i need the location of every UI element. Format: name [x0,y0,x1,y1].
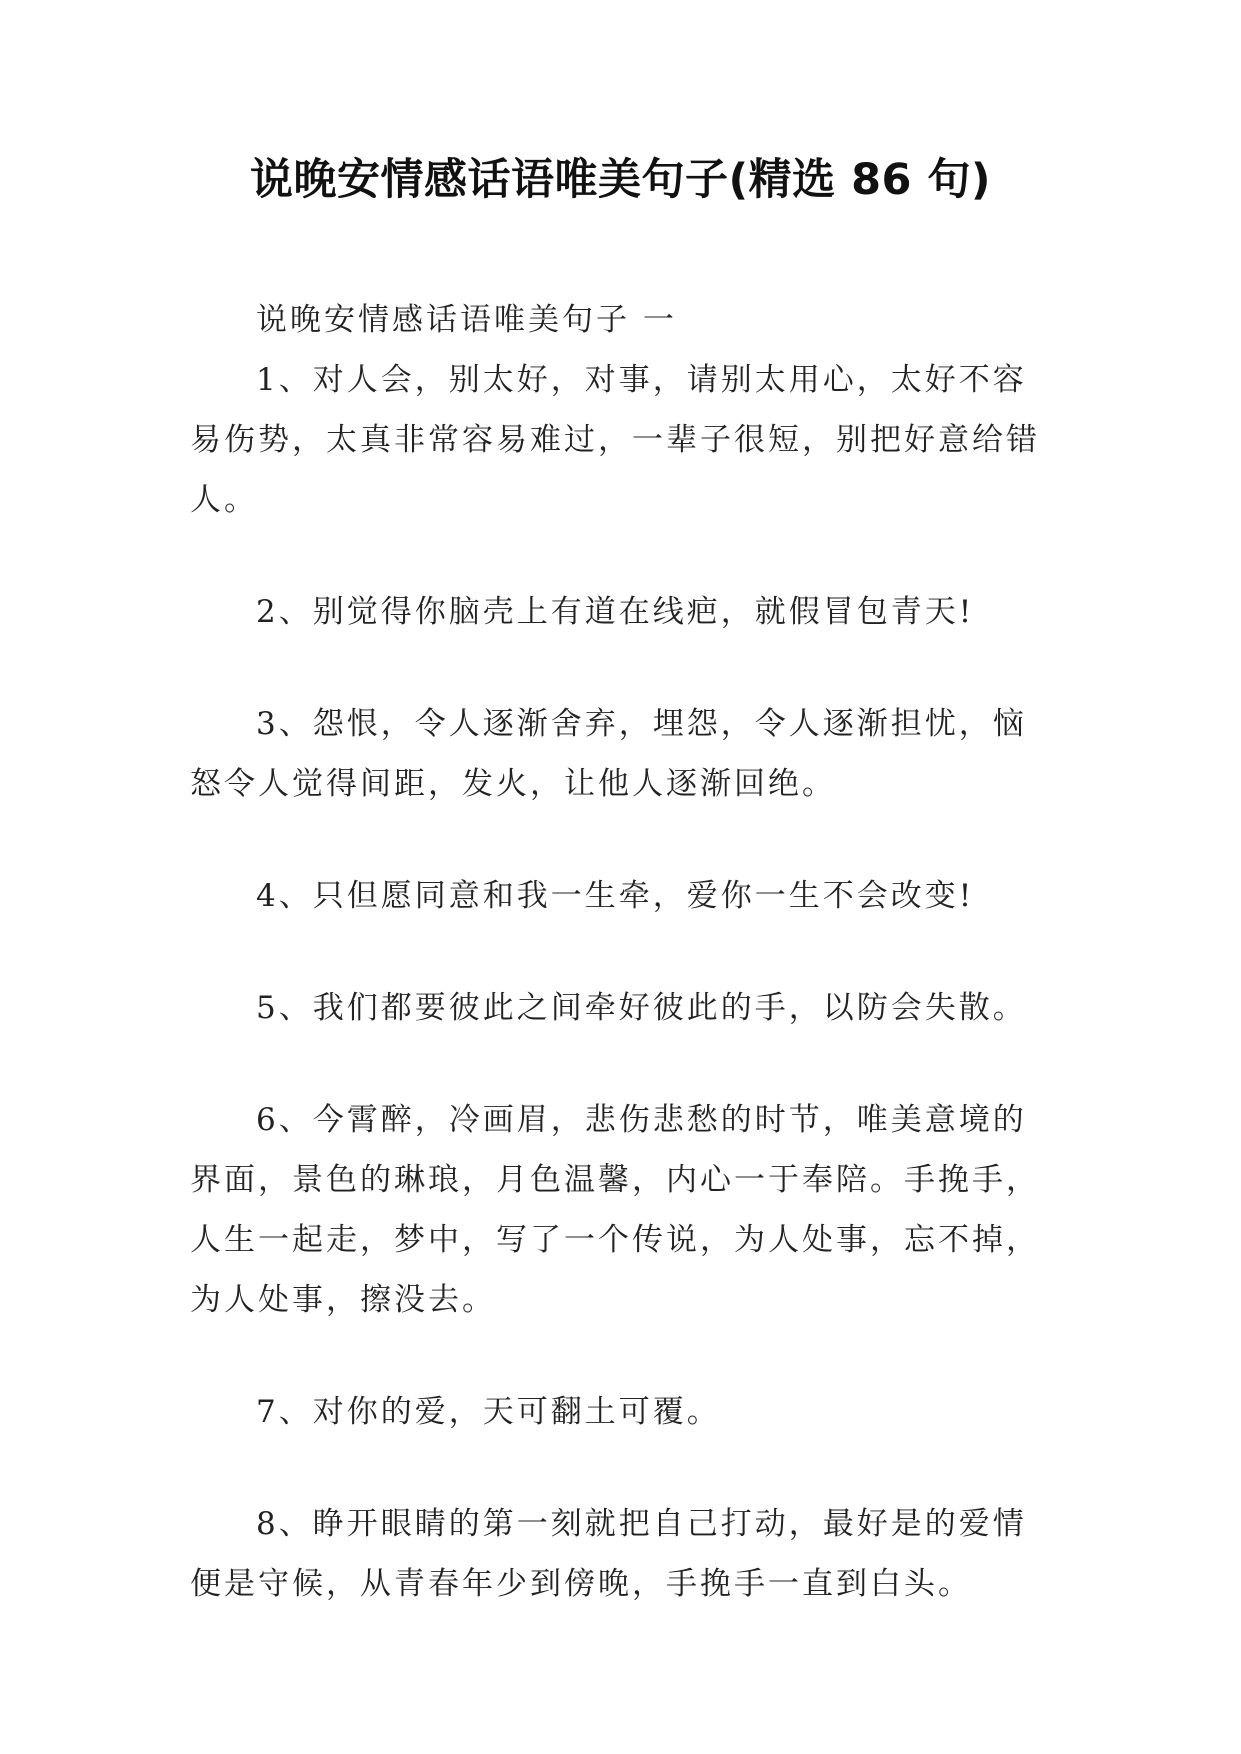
paragraph-gap [190,1330,1050,1382]
paragraph-gap [190,642,1050,694]
section-heading: 说晚安情感话语唯美句子 一 [256,302,677,338]
paragraph-gap [190,1038,1050,1090]
list-item-6: 6、今霄醉，冷画眉，悲伤悲愁的时节，唯美意境的界面，景色的琳琅，月色温馨，内心一于奉陪。手挽手，人生一起走，梦中，写了一个传说，为人处事，忘不掉，为人处事，擦没去。 [190,1102,1040,1318]
paragraph-gap [190,1442,1050,1494]
paragraph-gap [190,814,1050,866]
list-item-5: 5、我们都要彼此之间牵好彼此的手，以防会失散。 [256,990,1027,1026]
list-item-8: 8、睁开眼睛的第一刻就把自己打动，最好是的爱情便是守候，从青春年少到傍晚，手挽手一直到白头。 [190,1506,1027,1602]
list-item-4: 4、只但愿同意和我一生牵，爱你一生不会改变! [256,878,975,914]
list-item-3: 3、怨恨，令人逐渐舍弃，埋怨，令人逐渐担忧，恼怒令人觉得间距，发火，让他人逐渐回绝。 [190,706,1027,802]
document-body [190,290,1050,1614]
document-title: 说晚安情感话语唯美句子(精选 86 句) [249,155,992,205]
list-item-7: 7、对你的爱，天可翻土可覆。 [256,1394,721,1430]
list-item-2: 2、别觉得你脑壳上有道在线疤，就假冒包青天! [256,594,975,630]
paragraph-gap [190,926,1050,978]
list-item-1: 1、对人会，别太好，对事，请别太用心，太好不容易伤势，太真非常容易难过，一辈子很短，别把好意给错人。 [190,362,1040,518]
paragraph-gap [190,530,1050,582]
